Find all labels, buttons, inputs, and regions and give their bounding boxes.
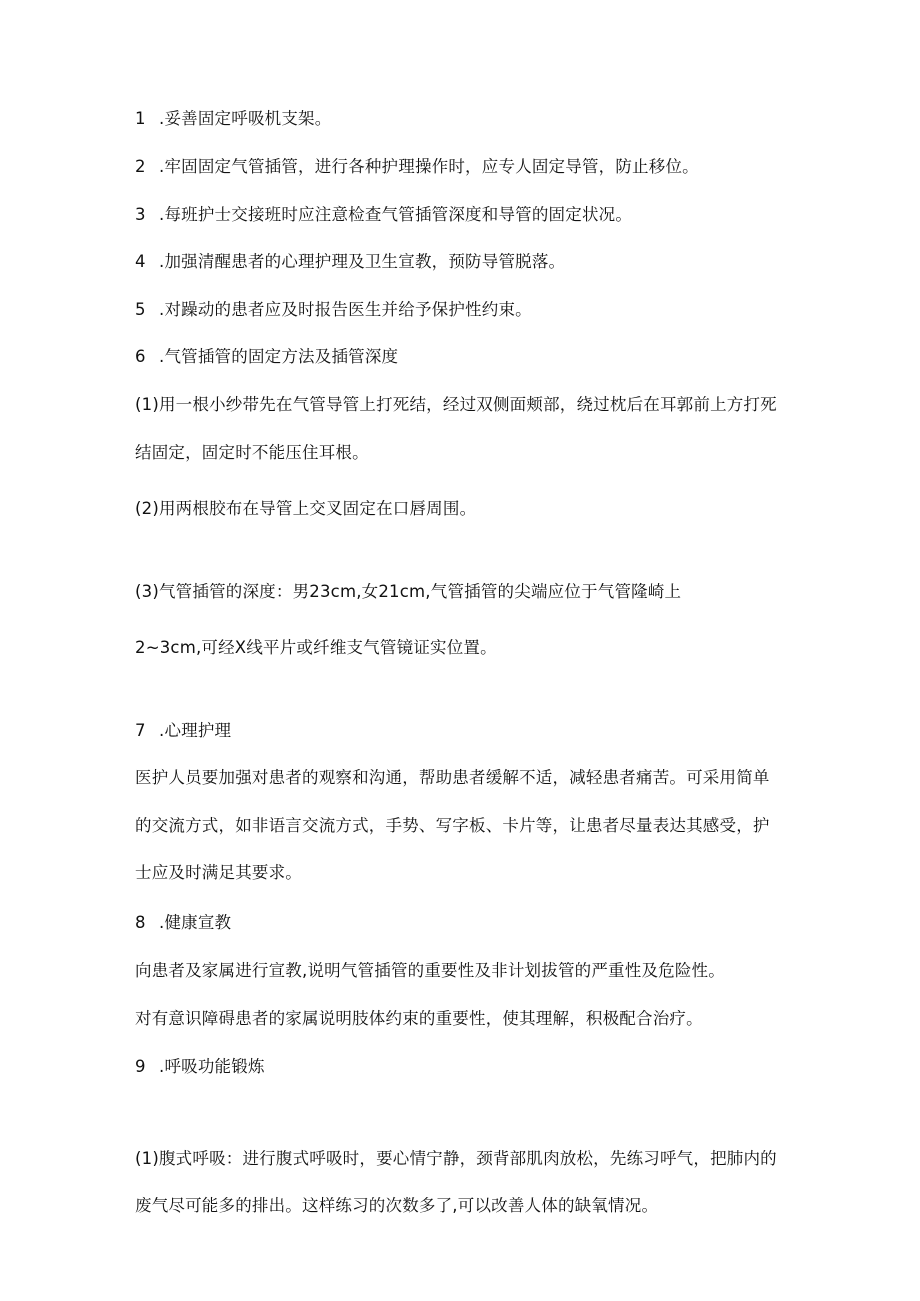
list-item (135, 299, 795, 321)
item-text: .加强清醒患者的心理护理及卫生宣教，预防导管脱落。 (159, 252, 566, 271)
item-number: 3 (135, 205, 146, 224)
paragraph-line: 医护人员要加强对患者的观察和沟通，帮助患者缓解不适，减轻患者痛苦。可采用简单 (135, 768, 770, 787)
paragraph-line: (2)用两根胶布在导管上交叉固定在口唇周围。 (135, 499, 477, 518)
paragraph-line: 废气尽可能多的排出。这样练习的次数多了,可以改善人体的缺氧情况。 (135, 1196, 659, 1215)
item-number: 1 (135, 109, 146, 128)
paragraph-line: 结固定，固定时不能压住耳根。 (135, 443, 369, 462)
item-text: .对躁动的患者应及时报告医生并给予保护性约束。 (159, 300, 532, 319)
item-number: 5 (135, 300, 146, 319)
list-item (135, 204, 795, 226)
item-text: .心理护理 (159, 721, 232, 740)
section-heading (135, 346, 795, 368)
paragraph-line: 向患者及家属进行宣教,说明气管插管的重要性及非计划拔管的严重性及危险性。 (135, 961, 725, 980)
paragraph-line: 的交流方式，如非语言交流方式，手势、写字板、卡片等，让患者尽量表达其感受，护 (135, 816, 770, 835)
item-number: 7 (135, 721, 146, 740)
item-text: .健康宣教 (159, 913, 232, 932)
paragraph-line: (3)气管插管的深度：男23cm,女21cm,气管插管的尖端应位于气管隆崎上 (135, 582, 682, 601)
item-number: 4 (135, 252, 146, 271)
item-number: 9 (135, 1057, 146, 1076)
section-heading (135, 912, 795, 934)
item-number: 2 (135, 157, 146, 176)
item-number: 6 (135, 347, 146, 366)
item-text: .牢固固定气管插管，进行各种护理操作时，应专人固定导管，防止移位。 (159, 157, 699, 176)
section-heading (135, 1056, 795, 1078)
paragraph-line: 2~3cm,可经X线平片或纤维支气管镜证实位置。 (135, 638, 497, 657)
item-text: .气管插管的固定方法及插管深度 (159, 347, 399, 366)
paragraph-line: (1)腹式呼吸：进行腹式呼吸时，要心情宁静，颈背部肌肉放松，先练习呼气，把肺内的 (135, 1149, 777, 1168)
list-item (135, 108, 795, 130)
paragraph-line: 士应及时满足其要求。 (135, 863, 302, 882)
list-item (135, 156, 795, 178)
item-text: .呼吸功能锻炼 (159, 1057, 265, 1076)
item-text: .妥善固定呼吸机支架。 (159, 109, 332, 128)
paragraph-line: 对有意识障碍患者的家属说明肢体约束的重要性，使其理解，积极配合治疗。 (135, 1009, 703, 1028)
item-text: .每班护士交接班时应注意检查气管插管深度和导管的固定状况。 (159, 205, 633, 224)
list-item (135, 251, 795, 273)
paragraph-line: (1)用一根小纱带先在气管导管上打死结，经过双侧面颊部，绕过枕后在耳郭前上方打死 (135, 395, 777, 414)
item-number: 8 (135, 913, 146, 932)
section-heading (135, 720, 795, 742)
